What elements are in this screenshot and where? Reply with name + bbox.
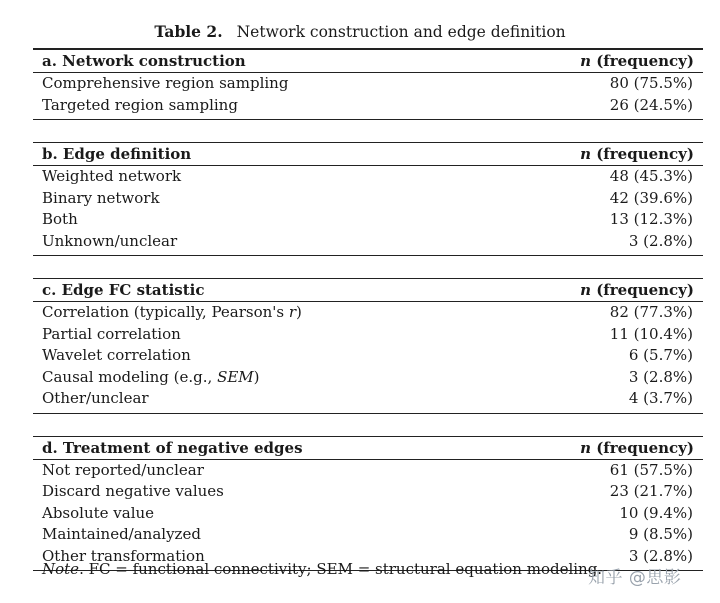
row-label-italic: r	[288, 303, 297, 321]
table-row	[33, 324, 703, 346]
row-label-text: Weighted network	[42, 167, 182, 185]
table-caption	[0, 22, 720, 41]
table-section	[33, 278, 703, 414]
table-section	[33, 48, 703, 120]
note-text: . FC = functional connectivity; SEM = structural equation modeling.	[79, 560, 603, 578]
row-label-text: Wavelet correlation	[42, 346, 191, 364]
row-label	[42, 460, 204, 482]
row-label-text: Both	[42, 210, 78, 228]
row-value: 61 (57.5%)	[609, 460, 693, 479]
row-value: 80 (75.5%)	[609, 74, 693, 92]
frequency-header	[580, 50, 694, 72]
row-label	[42, 324, 181, 346]
frequency-n: n	[580, 145, 591, 163]
row-label-italic: SEM	[217, 367, 254, 386]
row-label-text: Partial correlation	[42, 324, 181, 343]
row-label	[42, 367, 260, 389]
frequency-label: (frequency)	[596, 438, 694, 457]
frequency-header	[580, 437, 694, 459]
frequency-n: n	[580, 52, 591, 70]
row-value: 6 (5.7%)	[628, 346, 693, 364]
row-label-text: Unknown/unclear	[42, 231, 178, 250]
frequency-label: (frequency)	[596, 145, 694, 163]
section-title: c. Edge FC statistic	[42, 281, 205, 299]
row-value: 4 (3.7%)	[628, 389, 693, 407]
row-label	[42, 481, 224, 503]
row-value: 26 (24.5%)	[609, 95, 693, 114]
row-value: 3 (2.8%)	[628, 367, 693, 386]
row-label	[42, 166, 181, 188]
row-value: 3 (2.8%)	[628, 546, 693, 565]
note-prefix: Note	[42, 560, 80, 578]
row-label-text: Other transformation	[42, 546, 205, 565]
row-label-text: Absolute value	[42, 503, 155, 522]
table-row	[33, 460, 703, 482]
row-label	[42, 209, 78, 231]
row-value: 23 (21.7%)	[609, 482, 693, 500]
row-label-text: Causal modeling (e.g.,	[42, 367, 218, 386]
row-label	[42, 345, 191, 367]
row-label	[42, 302, 302, 324]
table-row	[33, 73, 703, 95]
row-value: 3 (2.8%)	[628, 231, 693, 250]
row-label	[42, 73, 288, 95]
row-label-text: Other/unclear	[42, 389, 149, 407]
section-title: b. Edge definition	[42, 145, 192, 163]
watermark: 知乎 @思影	[588, 568, 682, 588]
section-header	[33, 142, 703, 166]
row-label	[42, 524, 201, 546]
row-value: 48 (45.3%)	[609, 167, 693, 185]
table-row	[33, 503, 703, 525]
section-title: a. Network construction	[42, 52, 246, 70]
frequency-header	[580, 279, 694, 301]
frequency-n: n	[580, 281, 591, 299]
table-row	[33, 524, 703, 546]
section-title: d. Treatment of negative edges	[42, 438, 303, 457]
table-note	[42, 560, 602, 578]
row-label	[42, 503, 154, 525]
table-row	[33, 166, 703, 188]
table-row	[33, 209, 703, 231]
section-rule	[33, 119, 703, 120]
row-label	[42, 388, 149, 410]
section-header	[33, 48, 703, 73]
row-label-text: Discard negative values	[42, 482, 224, 500]
table-row	[33, 345, 703, 367]
section-header	[33, 436, 703, 460]
section-rule	[33, 413, 703, 414]
row-value: 82 (77.3%)	[609, 303, 693, 321]
section-rule	[33, 255, 703, 256]
row-value: 9 (8.5%)	[628, 525, 693, 543]
table-row	[33, 188, 703, 210]
section-header	[33, 278, 703, 302]
table-row	[33, 95, 703, 117]
row-label	[42, 188, 160, 210]
data-table	[33, 48, 703, 593]
table-row	[33, 367, 703, 389]
frequency-n: n	[580, 438, 591, 457]
row-label-text: Comprehensive region sampling	[42, 74, 289, 92]
table-row	[33, 302, 703, 324]
row-value: 42 (39.6%)	[609, 188, 693, 207]
row-value: 10 (9.4%)	[619, 503, 693, 522]
table-row	[33, 481, 703, 503]
frequency-label: (frequency)	[596, 281, 694, 299]
frequency-label: (frequency)	[596, 52, 694, 70]
frequency-header	[580, 143, 694, 165]
row-label	[42, 95, 238, 117]
row-value: 11 (10.4%)	[609, 324, 693, 343]
table-section	[33, 142, 703, 256]
row-label-text: Binary network	[42, 188, 160, 207]
row-label-after: )	[253, 367, 260, 386]
table-section	[33, 436, 703, 572]
row-label-text: Targeted region sampling	[42, 95, 238, 114]
table-row	[33, 388, 703, 410]
table-row	[33, 231, 703, 253]
row-label-text: Correlation (typically, Pearson's	[42, 303, 289, 321]
caption-label: Table 2.	[154, 22, 223, 41]
caption-title: Network construction and edge definition	[236, 23, 566, 41]
row-label-text: Not reported/unclear	[42, 460, 204, 479]
row-label-text: Maintained/analyzed	[42, 525, 201, 543]
row-label-after: )	[296, 303, 302, 321]
row-value: 13 (12.3%)	[609, 210, 693, 228]
row-label	[42, 231, 177, 253]
